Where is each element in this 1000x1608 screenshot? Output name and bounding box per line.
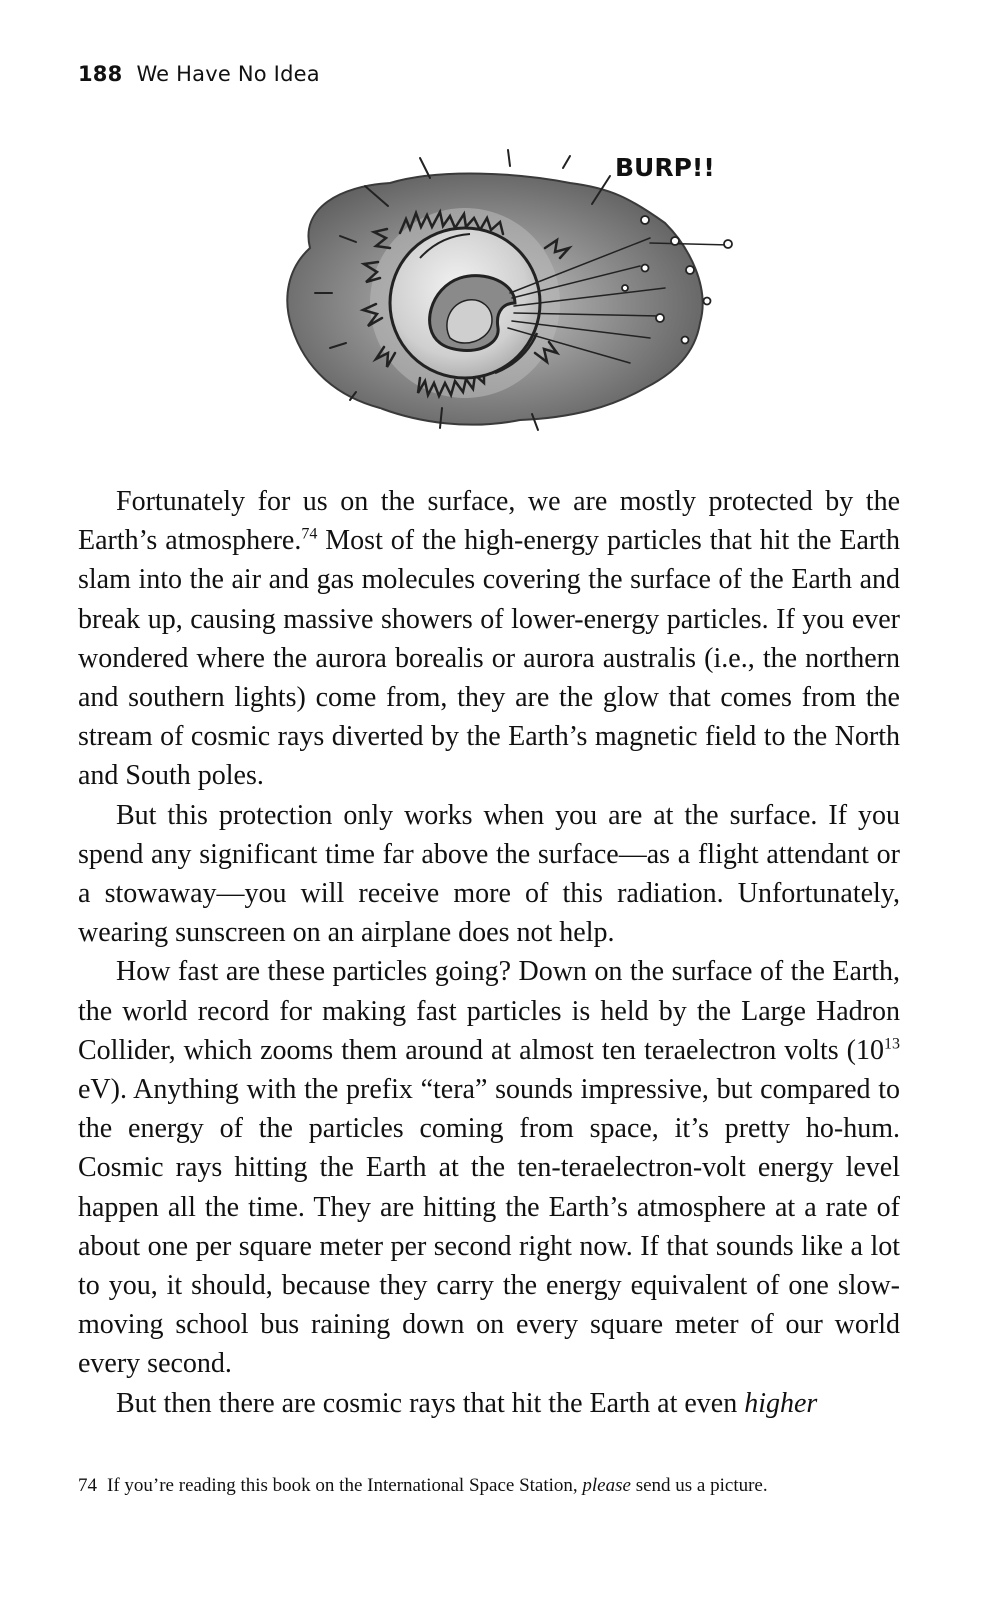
footnote-74: 74 If you’re reading this book on the International Space Station, please send us a picture. bbox=[78, 1475, 768, 1496]
burp-caption: BURP!! bbox=[615, 153, 715, 182]
footnote-emphasis: please bbox=[582, 1475, 631, 1496]
burping-sun-drawing bbox=[270, 138, 740, 458]
cartoon-illustration bbox=[270, 138, 740, 458]
book-title: We Have No Idea bbox=[136, 62, 320, 86]
paragraph-1: Fortunately for us on the surface, we are mostly protected by the Earth’s atmosphere.$^{74}$ Most of the high-energy particles that hit the Earth slam into the air and gas molecules covering the surface of the Earth and break up, causing massive showers of lower-energy particles. If you ever wondered where the aurora borealis or aurora australis (i.e., the northern and southern lights) come from, they are the glow that comes from the stream of cosmic rays diverted by the Earth’s magnetic field to the North and South poles. bbox=[78, 486, 901, 792]
emphasis-higher: higher bbox=[744, 1387, 818, 1419]
footnote-number: 74 bbox=[78, 1475, 97, 1496]
paragraph-3: How fast are these particles going? Down on the surface of the Earth, the world record for making fast particles is held by the Large Hadron Collider, which zooms them around at almost ten teraelectron volts ($10^{13}$ eV). Anything with the prefix “tera” sounds impressive, but compared to the energy of the particles coming from space, it’s pretty ho-hum. Cosmic rays hitting the Earth at the ten-teraelectron-volt energy level happen all the time. They are hitting the Earth’s atmosphere at a rate of about one per square meter per second right now. If that sounds like a lot to you, it should, because they carry the energy equivalent of one slow-moving school bus raining down on every square meter of our world every second. bbox=[78, 956, 900, 1380]
footnote-ref-74[interactable]: 74 bbox=[301, 525, 318, 543]
exponent-13: 13 bbox=[884, 1035, 900, 1053]
paragraph-4: But then there are cosmic rays that hit the Earth at even higher bbox=[116, 1387, 818, 1419]
running-head bbox=[78, 62, 320, 86]
paragraph-2: But this protection only works when you are at the surface. If you spend any significant time far above the surface—as a flight attendant or a stowaway—you will receive more of this radiation. Unfortunately, wearing sunscreen on an airplane does not help. bbox=[78, 799, 900, 949]
page-number: 188 bbox=[78, 62, 123, 86]
body-text bbox=[78, 482, 900, 1423]
